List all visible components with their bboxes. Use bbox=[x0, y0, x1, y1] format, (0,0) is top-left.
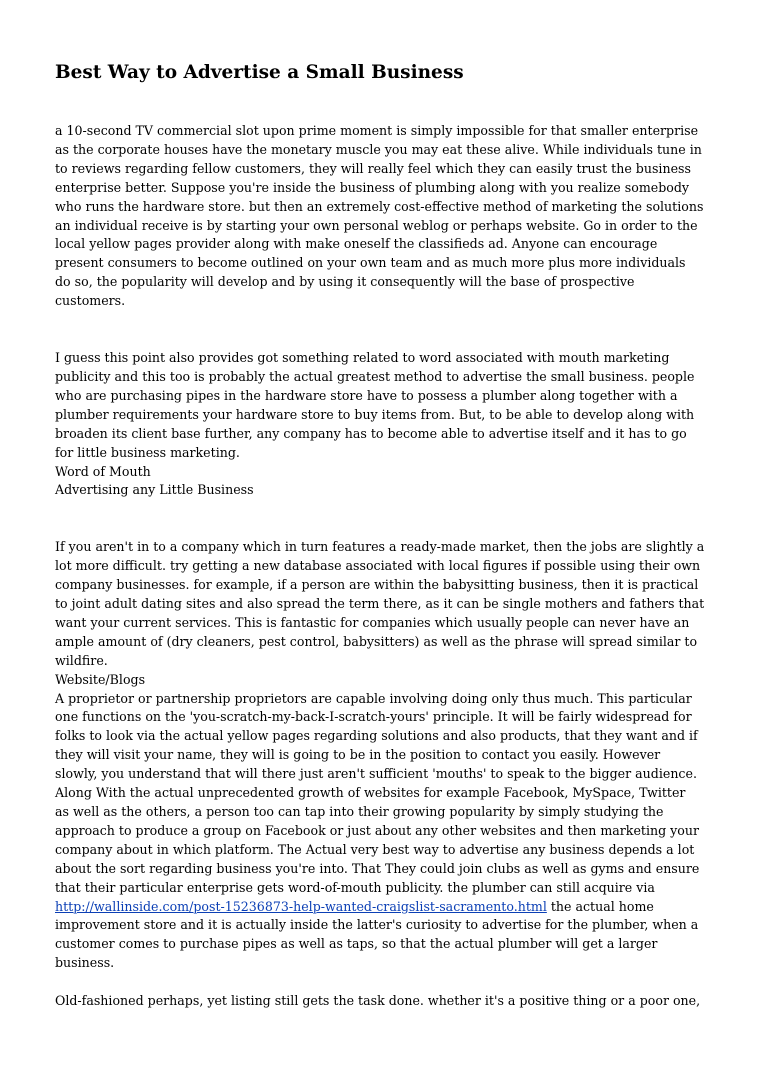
text-line: who are purchasing pipes in the hardware store have to possess a plumber along together with a bbox=[55, 387, 678, 403]
document-page bbox=[55, 58, 715, 1011]
text-line: an individual receive is by starting your own personal weblog or perhaps website. Go in order to the bbox=[55, 217, 698, 233]
text-line: customers. bbox=[55, 293, 126, 309]
text-line: Old-fashioned perhaps, yet listing still gets the task done. whether it's a positive thing or a poor one, bbox=[55, 993, 701, 1009]
section-heading-website-blogs: Website/Blogs bbox=[55, 671, 146, 687]
text-line: one functions on the 'you-scratch-my-back-I-scratch-yours' principle. It will be fairly widespread for bbox=[55, 709, 692, 725]
text-line: as well as the others, a person too can tap into their growing popularity by simply studying the bbox=[55, 804, 664, 819]
text-line: enterprise better. Suppose you're inside the business of plumbing along with you realize somebody bbox=[55, 179, 690, 195]
paragraph-intro bbox=[55, 122, 715, 311]
text-line: approach to produce a group on Facebook or just about any other websites and then marketing your bbox=[55, 822, 699, 838]
text-line: wildfire. bbox=[55, 652, 108, 668]
paragraph-listing bbox=[55, 992, 715, 1011]
section-heading-word-of-mouth: Word of Mouth bbox=[55, 463, 151, 479]
text-line: broaden its client base further, any company has to become able to advertise itself and it has to go bbox=[55, 425, 687, 441]
text-line: to joint adult dating sites and also spread the term there, as it can be single mothers and fathers that bbox=[55, 596, 705, 612]
text-line: A proprietor or partnership proprietors are capable involving doing only thus much. This particular bbox=[55, 690, 692, 706]
text-line: improvement store and it is actually inside the latter's curiosity to advertise for the plumber, when a bbox=[55, 917, 699, 933]
text-line: business. bbox=[55, 955, 115, 971]
paragraph-ready-made-market bbox=[55, 538, 715, 973]
text-line: If you aren't in to a company which in turn features a ready-made market, then the jobs are slightly a bbox=[55, 539, 705, 555]
section-heading-advertising: Advertising any Little Business bbox=[55, 482, 254, 498]
text-line: customer comes to purchase pipes as well as taps, so that the actual plumber will get a larger bbox=[55, 936, 658, 952]
text-line: folks to look via the actual yellow pages regarding solutions and also products, that they want and if bbox=[55, 728, 698, 744]
document-title: Best Way to Advertise a Small Business bbox=[55, 62, 464, 83]
text-line: a 10-second TV commercial slot upon prime moment is simply impossible for that smaller enterprise bbox=[55, 123, 699, 138]
text-line: company businesses. for example, if a person are within the babysitting business, then it is practical bbox=[55, 577, 699, 593]
text-line: do so, the popularity will develop and by using it consequently will the base of prospective bbox=[55, 274, 635, 290]
link-trailing-text: the actual home bbox=[546, 898, 654, 914]
craigslist-link[interactable]: http://wallinside.com/post-15236873-help-wanted-craigslist-sacramento.html bbox=[55, 898, 547, 914]
text-line: about the sort regarding business you're into. That They could join clubs as well as gyms and ensure bbox=[55, 860, 700, 876]
text-line: ample amount of (dry cleaners, pest control, babysitters) as well as the phrase will spread similar to bbox=[55, 633, 698, 649]
text-line: present consumers to become outlined on your own team and as much more plus more individuals bbox=[55, 255, 686, 271]
text-line-with-link bbox=[55, 898, 715, 917]
text-line: I guess this point also provides got something related to word associated with mouth marketing bbox=[55, 350, 670, 366]
text-line: company about in which platform. The Actual very best way to advertise any business depends a lot bbox=[55, 841, 695, 857]
text-line: they will visit your name, they will is going to be in the position to contact you easily. However bbox=[55, 747, 661, 763]
text-line: plumber requirements your hardware store to buy items from. But, to be able to develop along with bbox=[55, 406, 695, 422]
text-line: local yellow pages provider along with make oneself the classifieds ad. Anyone can encourage bbox=[55, 236, 658, 252]
text-line: publicity and this too is probably the actual greatest method to advertise the small business. people bbox=[55, 368, 695, 384]
text-line: that their particular enterprise gets word-of-mouth publicity. the plumber can still acquire via bbox=[55, 879, 655, 895]
text-line: to reviews regarding fellow customers, they will really feel which they can easily trust the business bbox=[55, 160, 691, 176]
text-line: lot more difficult. try getting a new database associated with local figures if possible using their own bbox=[55, 558, 701, 574]
text-line: slowly, you understand that will there just aren't sufficient 'mouths' to speak to the bigger audience. bbox=[55, 766, 697, 782]
text-line: want your current services. This is fantastic for companies which usually people can never have an bbox=[55, 614, 690, 630]
text-line: as the corporate houses have the monetary muscle you may eat these alive. While individuals tune in bbox=[55, 141, 702, 157]
text-line: for little business marketing. bbox=[55, 444, 240, 460]
paragraph-word-of-mouth bbox=[55, 349, 715, 500]
text-line: who runs the hardware store. but then an extremely cost-effective method of marketing the solutions bbox=[55, 198, 704, 214]
text-line: Along With the actual unprecedented growth of websites for example Facebook, MySpace, Twitter bbox=[55, 785, 686, 801]
